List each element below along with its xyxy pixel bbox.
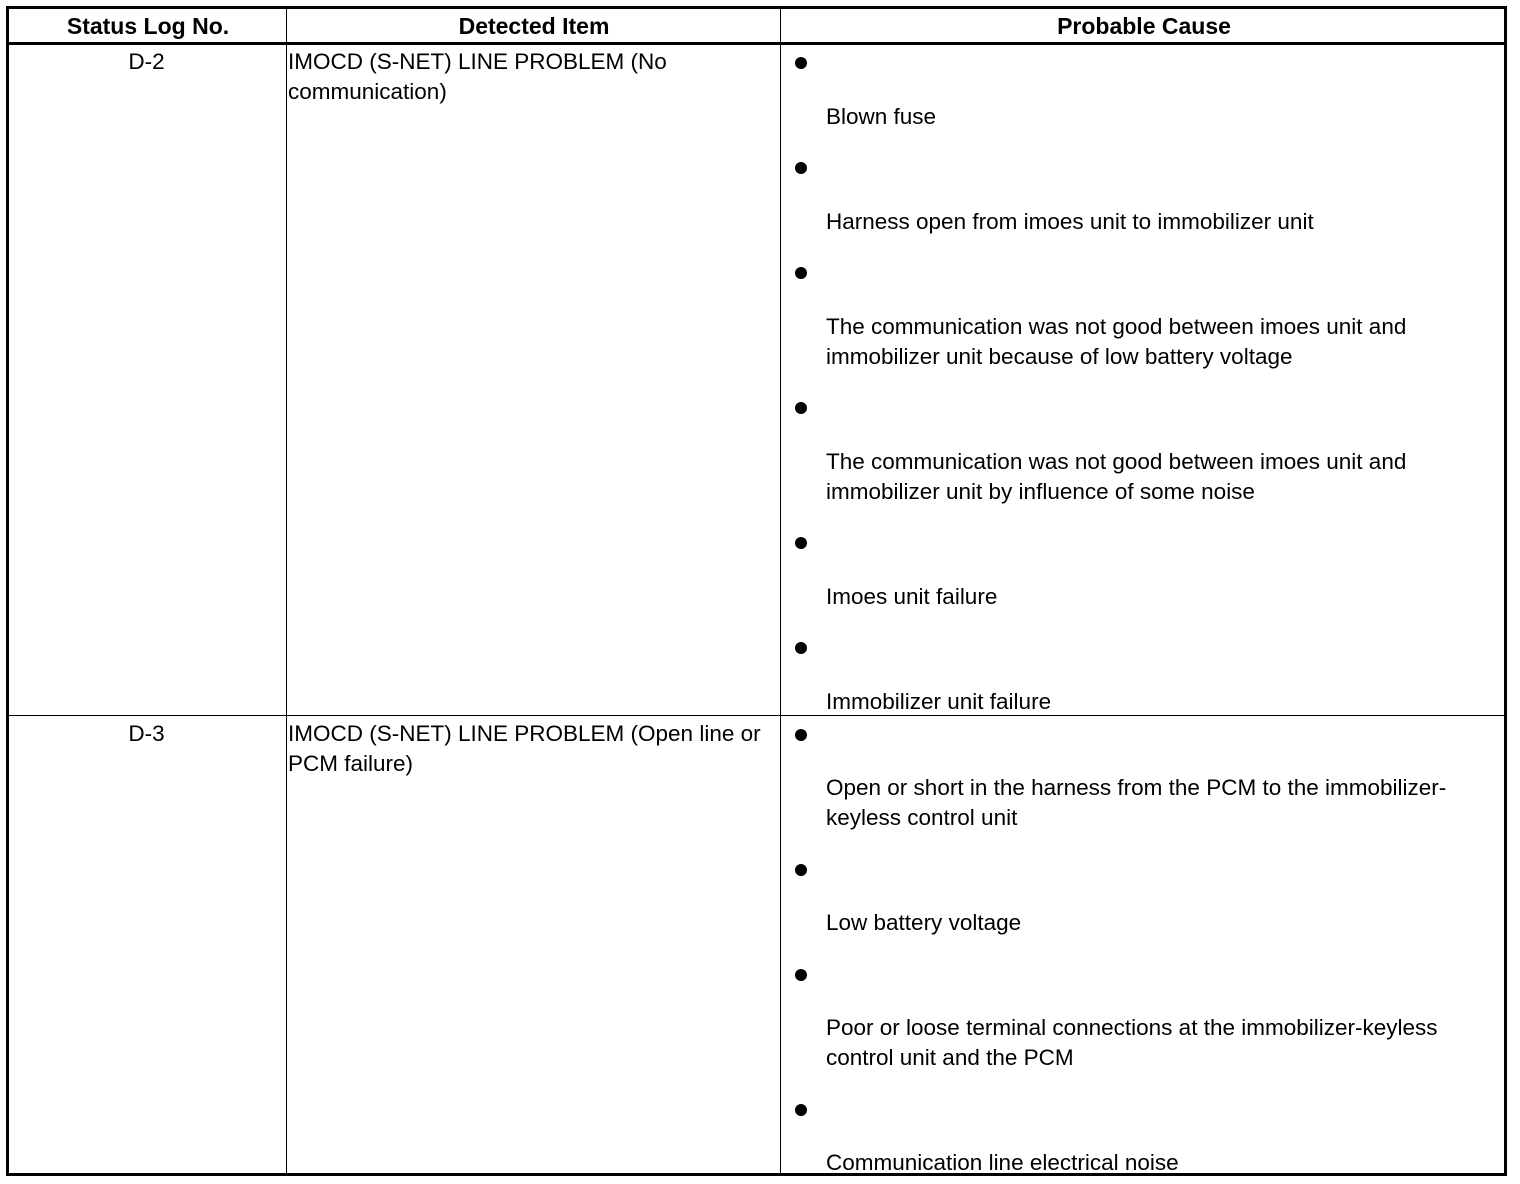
bullet-icon: [795, 969, 807, 981]
status-log-d3: D-3: [128, 721, 165, 746]
cause-item: Communication line electrical noise: [826, 1150, 1179, 1175]
bullet-icon: [795, 1104, 807, 1116]
cause-item: Immobilizer unit failure: [826, 689, 1052, 714]
header-status-log-no: Status Log No.: [9, 9, 287, 45]
cause-item: Low battery voltage: [826, 910, 1022, 935]
detected-item-d2: IMOCD (S-NET) LINE PROBLEM (No communication): [288, 49, 667, 104]
bullet-icon: [795, 402, 807, 414]
bullet-icon: [795, 162, 807, 174]
cause-item: The communication was not good between imoes unit and immobilizer unit by influence of some noise: [826, 449, 1407, 504]
bullet-icon: [795, 729, 807, 741]
bullet-icon: [795, 57, 807, 69]
header-probable-cause: Probable Cause: [781, 9, 1507, 45]
cause-item: Open or short in the harness from the PCM to the immobilizer-keyless control unit: [826, 775, 1447, 830]
bullet-icon: [795, 642, 807, 654]
cause-item: The communication was not good between imoes unit and immobilizer unit because of low battery voltage: [826, 314, 1407, 369]
bullet-icon: [795, 537, 807, 549]
cause-item: Poor or loose terminal connections at the immobilizer-keyless control unit and the PCM: [826, 1015, 1438, 1070]
cause-item: Imoes unit failure: [826, 584, 998, 609]
bullet-icon: [795, 864, 807, 876]
cause-item: Blown fuse: [826, 104, 937, 129]
cause-item: Harness open from imoes unit to immobilizer unit: [826, 209, 1314, 234]
bullet-icon: [795, 267, 807, 279]
header-detected-item: Detected Item: [287, 9, 781, 45]
column-divider: [286, 9, 287, 1173]
status-log-d2: D-2: [128, 49, 165, 74]
detected-item-d3: IMOCD (S-NET) LINE PROBLEM (Open line or PCM failure): [288, 721, 761, 776]
column-divider: [780, 9, 781, 1173]
